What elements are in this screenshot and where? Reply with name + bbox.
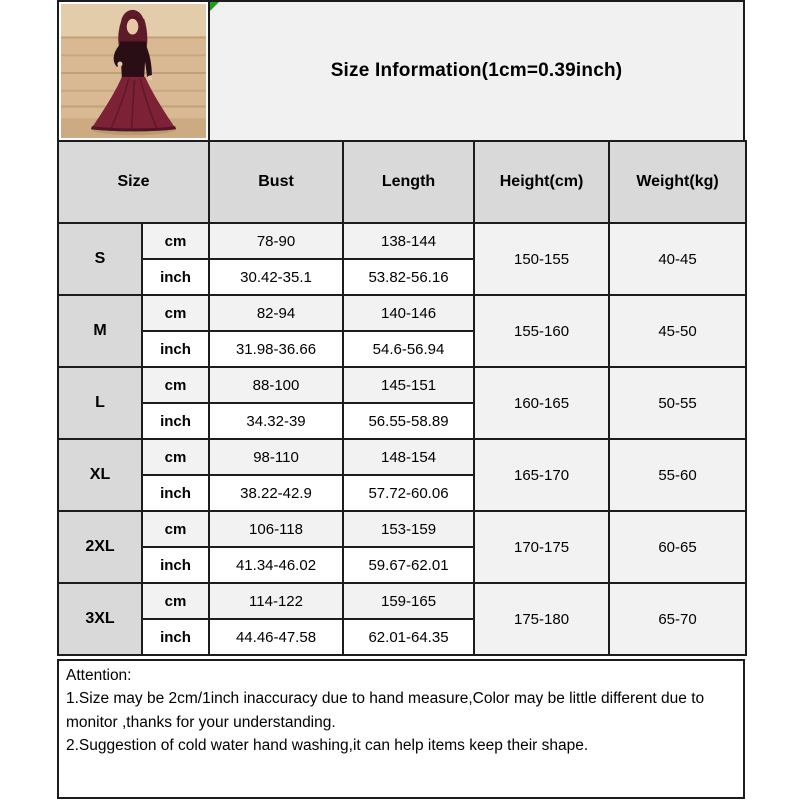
unit-label: cm [142,439,209,475]
size-label: 3XL [58,583,142,655]
weight-range: 60-65 [609,511,746,583]
weight-range: 55-60 [609,439,746,511]
table-row [58,583,746,619]
bust-inch: 44.46-47.58 [209,619,343,655]
size-label: L [58,367,142,439]
unit-label: cm [142,367,209,403]
weight-range: 65-70 [609,583,746,655]
size-table [57,140,747,656]
unit-label: cm [142,295,209,331]
length-inch: 56.55-58.89 [343,403,474,439]
unit-label: cm [142,583,209,619]
unit-label: inch [142,475,209,511]
size-chart-title-cell [210,2,743,140]
header-length: Length [343,141,474,223]
bust-inch: 30.42-35.1 [209,259,343,295]
attention-line-1: 1.Size may be 2cm/1inch inaccuracy due to hand measure,Color may be little different due to monitor ,thanks for your understanding. [66,690,705,731]
bust-cm: 78-90 [209,223,343,259]
size-table-header-row [58,141,746,223]
unit-label: inch [142,547,209,583]
length-cm: 138-144 [343,223,474,259]
length-cm: 159-165 [343,583,474,619]
length-cm: 140-146 [343,295,474,331]
unit-label: inch [142,331,209,367]
length-cm: 148-154 [343,439,474,475]
unit-label: inch [142,403,209,439]
height-range: 160-165 [474,367,609,439]
bust-inch: 31.98-36.66 [209,331,343,367]
unit-label: cm [142,511,209,547]
attention-line-2: 2.Suggestion of cold water hand washing,it can help items keep their shape. [66,736,589,754]
attention-note [57,659,745,799]
bust-cm: 98-110 [209,439,343,475]
height-range: 150-155 [474,223,609,295]
length-cm: 145-151 [343,367,474,403]
size-label: 2XL [58,511,142,583]
height-range: 175-180 [474,583,609,655]
length-inch: 57.72-60.06 [343,475,474,511]
length-inch: 59.67-62.01 [343,547,474,583]
height-range: 165-170 [474,439,609,511]
height-range: 155-160 [474,295,609,367]
size-chart-sheet [57,0,745,799]
title-row [57,0,745,140]
size-label: S [58,223,142,295]
header-size: Size [58,141,209,223]
unit-label: cm [142,223,209,259]
table-row [58,439,746,475]
bust-cm: 82-94 [209,295,343,331]
height-range: 170-175 [474,511,609,583]
attention-heading: Attention: [66,667,132,684]
weight-range: 40-45 [609,223,746,295]
bust-cm: 106-118 [209,511,343,547]
product-photo [59,2,210,140]
length-inch: 54.6-56.94 [343,331,474,367]
weight-range: 45-50 [609,295,746,367]
header-bust: Bust [209,141,343,223]
size-label: XL [58,439,142,511]
product-photo-illustration [61,4,206,138]
table-row [58,367,746,403]
table-row [58,223,746,259]
length-inch: 53.82-56.16 [343,259,474,295]
bust-cm: 88-100 [209,367,343,403]
green-corner-marker-icon [210,2,219,11]
weight-range: 50-55 [609,367,746,439]
length-inch: 62.01-64.35 [343,619,474,655]
bust-inch: 41.34-46.02 [209,547,343,583]
header-height: Height(cm) [474,141,609,223]
bust-inch: 34.32-39 [209,403,343,439]
length-cm: 153-159 [343,511,474,547]
header-weight: Weight(kg) [609,141,746,223]
size-chart-title: Size Information(1cm=0.39inch) [330,60,623,81]
table-row [58,511,746,547]
unit-label: inch [142,259,209,295]
unit-label: inch [142,619,209,655]
size-label: M [58,295,142,367]
bust-inch: 38.22-42.9 [209,475,343,511]
table-row [58,295,746,331]
bust-cm: 114-122 [209,583,343,619]
